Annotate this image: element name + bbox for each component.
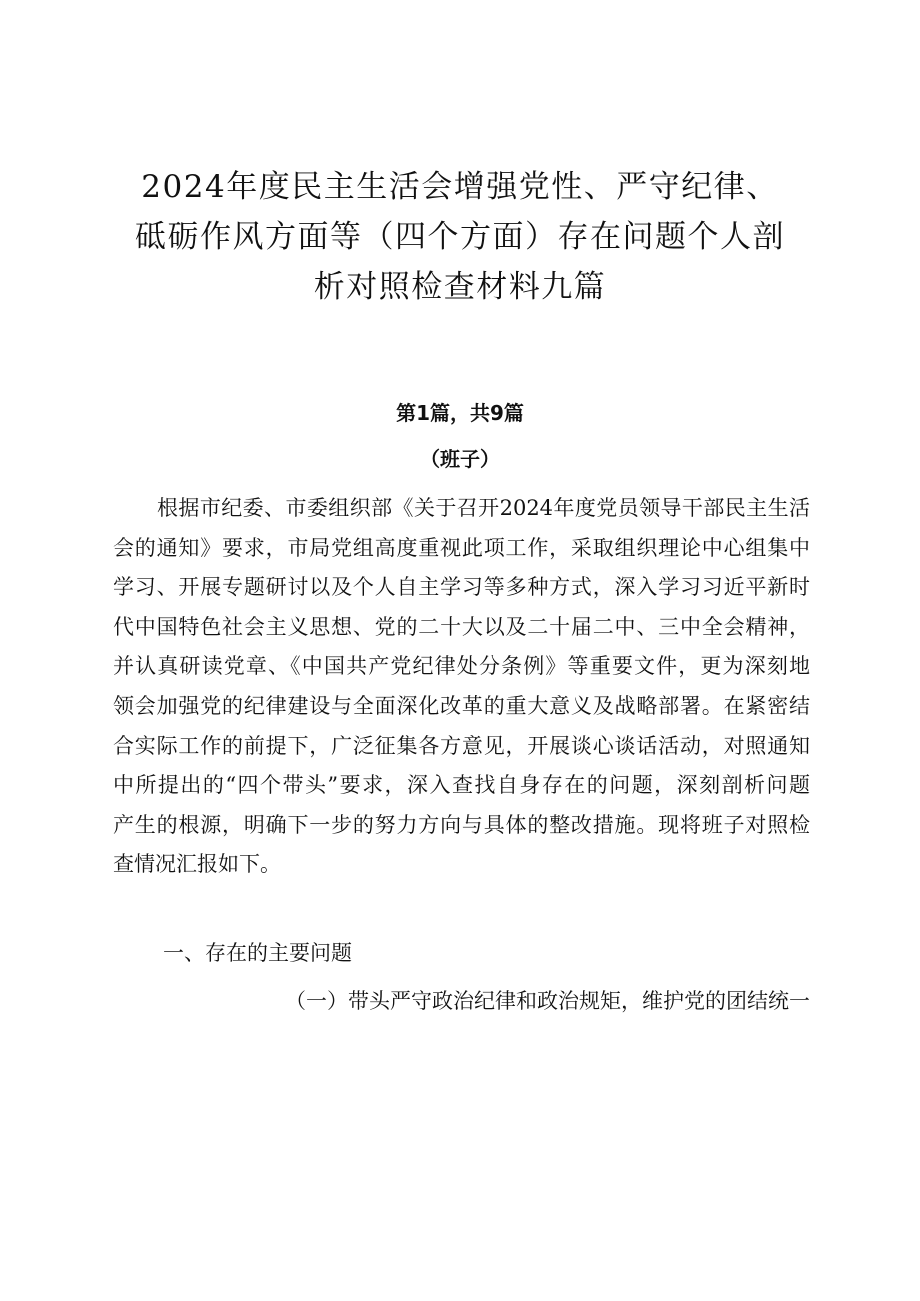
body-line-5: 并认真研读党章、《中国共产党纪律处分条例》等重要文件，更为深刻地 — [113, 654, 810, 679]
body-line-8: 中所提出的“四个带头”要求，深入查找自身存在的问题，深刻剖析问题 — [113, 773, 810, 798]
body-line-10: 查情况汇报如下。 — [113, 852, 281, 877]
document-title — [100, 162, 820, 312]
body-paragraph — [113, 489, 810, 885]
body-line-1: 根据市纪委、市委组织部《关于召开2024年度党员领导干部民主生活 — [157, 496, 810, 520]
body-line-9: 产生的根源，明确下一步的努力方向与具体的整改措施。现将班子对照检 — [113, 812, 810, 837]
subsection-heading: （一）带头严守政治纪律和政治规矩，维护党的团结统一 — [285, 989, 810, 1013]
title-line-2: 砥砺作风方面等（四个方面）存在问题个人剖 — [135, 219, 785, 255]
part-header: 第1篇，共9篇 — [396, 401, 524, 425]
title-line-1: 2024年度民主生活会增强党性、严守纪律、 — [141, 169, 779, 205]
body-line-6: 领会加强党的纪律建设与全面深化改革的重大意义及战略部署。在紧密结 — [113, 693, 810, 718]
body-line-7: 合实际工作的前提下，广泛征集各方意见，开展谈心谈话活动，对照通知 — [113, 733, 810, 758]
body-line-3: 学习、开展专题研讨以及个人自主学习等多种方式，深入学习习近平新时 — [113, 575, 810, 600]
section-heading: 一、存在的主要问题 — [163, 941, 352, 965]
body-line-2: 会的通知》要求，市局党组高度重视此项工作，采取组织理论中心组集中 — [113, 535, 810, 560]
body-line-4: 代中国特色社会主义思想、党的二十大以及二十届二中、三中全会精神， — [113, 614, 810, 639]
title-line-3: 析对照检查材料九篇 — [313, 269, 607, 305]
document-subtitle: （班子） — [420, 447, 500, 471]
